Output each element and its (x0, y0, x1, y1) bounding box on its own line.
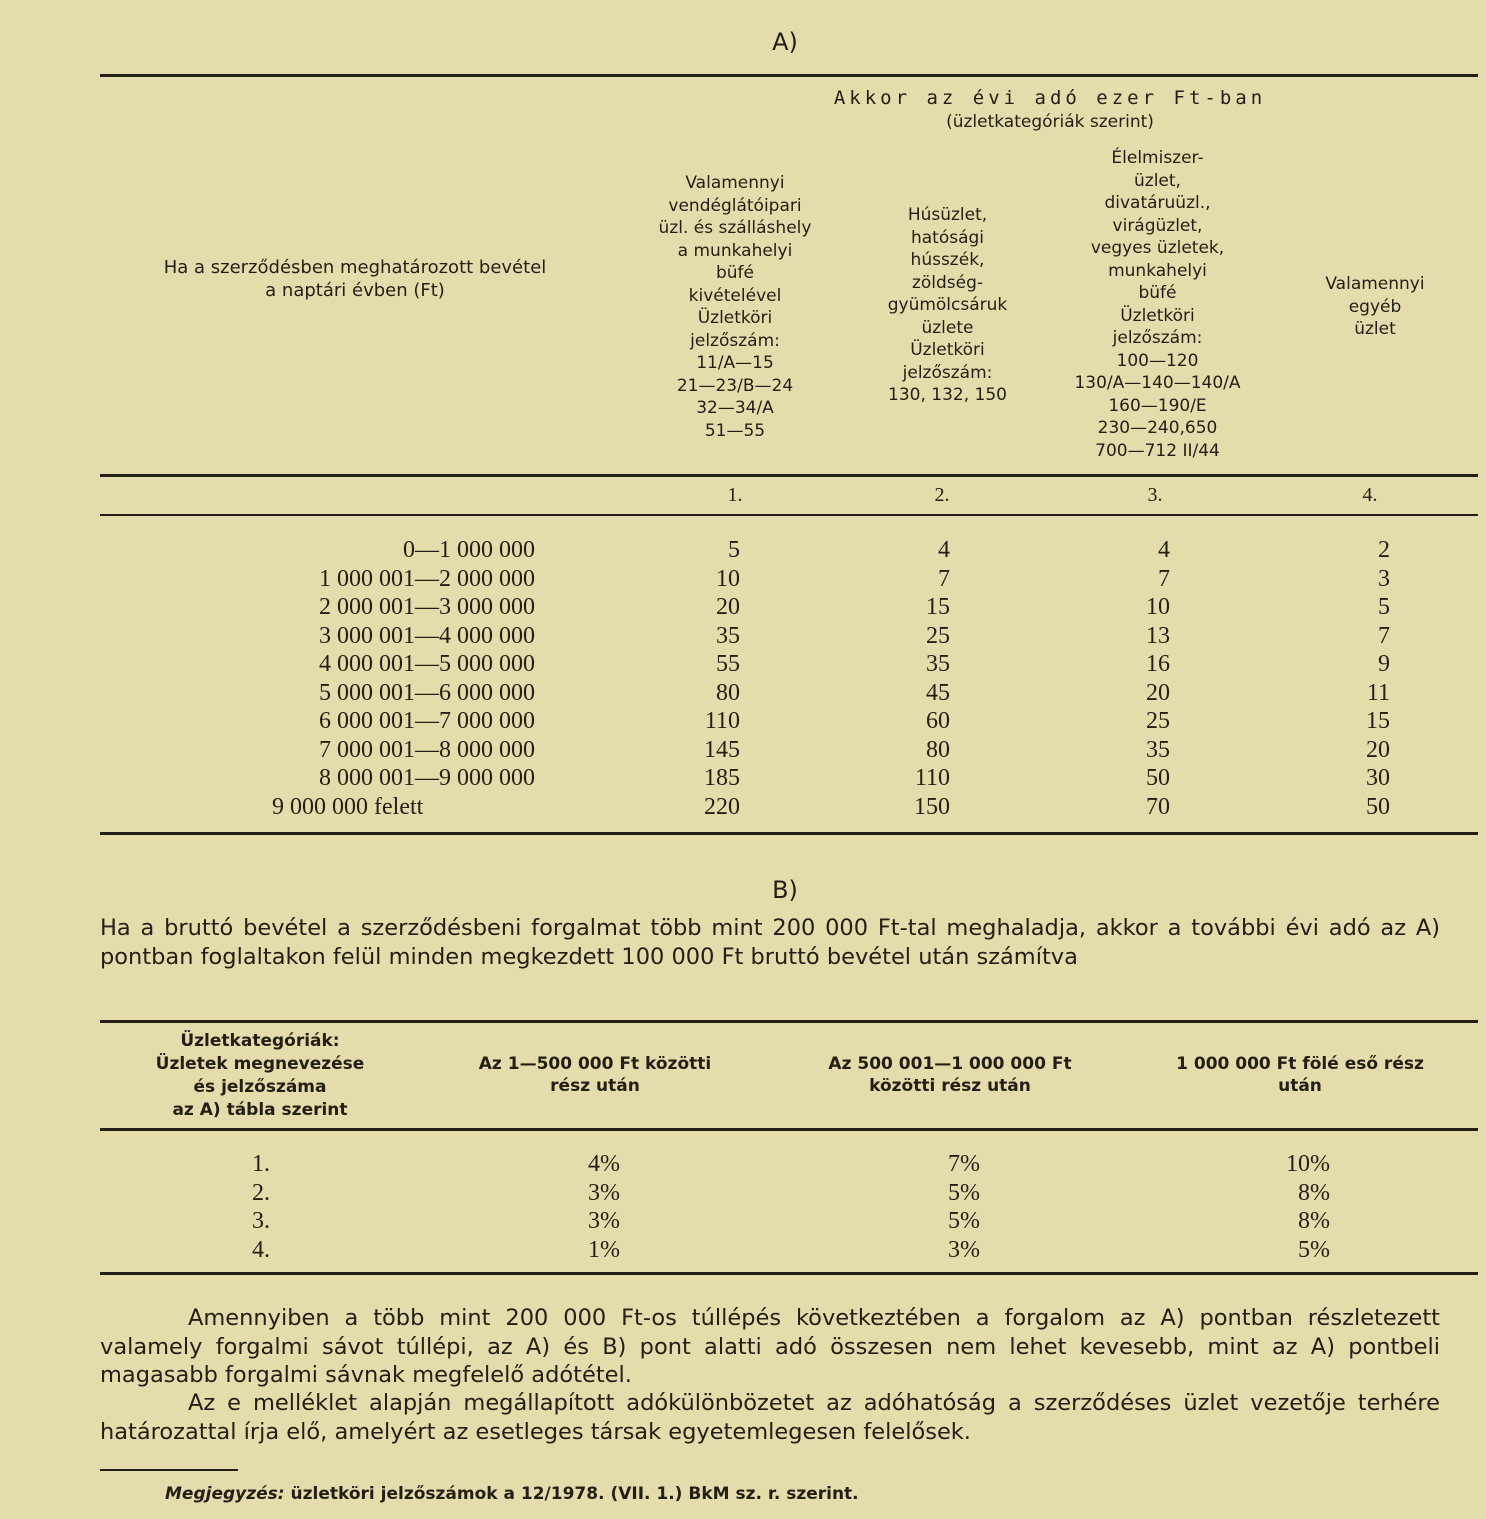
table-a-col1-number: 1. (727, 484, 743, 506)
table-a-col4-header: Valamennyi egyéb üzlet (1325, 274, 1425, 339)
table-b-col3-values: 10% 8% 8% 5% (1286, 1151, 1330, 1263)
table-a-range: 1 000 001—2 000 000 (319, 565, 535, 592)
table-a-top-rule (100, 74, 1478, 77)
table-a-range: 8 000 001—9 000 000 (319, 765, 535, 791)
table-a-col3-number: 3. (1147, 484, 1163, 506)
table-a-range: 7 000 001—8 000 000 (319, 736, 535, 763)
table-a-col2-header: Húsüzlet, hatósági hússzék, zöldség- gyümölcsáruk üzlete Üzletköri jelzőszám: 130, 132, 150 (887, 205, 1008, 405)
table-a-col2-number: 2. (934, 484, 950, 506)
table-a-spanning-header: Akkor az évi adó ezer Ft-ban (833, 87, 1267, 109)
table-b-bottom-rule (100, 1272, 1478, 1275)
table-a-col1-header: Valamennyi vendéglátóipari üzl. és szálláshely a munkahelyi büfé kivételével Üzletköri jelzőszám: 11/A—15 21—23/B—24 32—34/A 51—55 (658, 173, 812, 441)
table-a-range: 6 000 001—7 000 000 (319, 708, 535, 734)
table-b-col1-header: Az 1—500 000 Ft közötti rész után (478, 1054, 712, 1096)
table-b-col2-values: 7% 5% 5% 3% (948, 1151, 980, 1263)
table-a-col4-number: 4. (1362, 484, 1378, 506)
table-a-range-column (150, 536, 535, 821)
section-b-intro: Ha a bruttó bevétel a szerződésbeni forgalmat több mint 200 000 Ft-tal meghaladja, akkor a további évi adó az A) pontban foglaltakon felül minden megkezdett 100 000 Ft bruttó bevétel után számítva (100, 915, 1440, 970)
table-b-col3-header: 1 000 000 Ft fölé eső rész után (1176, 1054, 1424, 1096)
table-a-bottom-rule (100, 832, 1478, 835)
table-a-row-header: Ha a szerződésben meghatározott bevétel a naptári évben (Ft) (163, 257, 547, 301)
table-b-category-header: Üzletkategóriák: Üzletek megnevezése és jelzőszáma az A) tábla szerint (155, 1031, 365, 1120)
table-a-range: 4 000 001—5 000 000 (319, 651, 535, 677)
footnote (165, 1484, 859, 1504)
table-a-col3-values: 4 7 10 13 16 20 25 35 50 70 (1146, 537, 1170, 820)
section-a-heading: A) (772, 28, 798, 56)
closing-paragraph-1: Amennyiben a több mint 200 000 Ft-os túllépés következtében a forgalom az A) pontban részletezett valamely forgalmi sávot túllépi, az A) és B) pont alatti adó összesen nem lehet kevesebb, mint az A) pontbeli magasabb forgalmi sávnak megfelelő adótétel. (100, 1305, 1440, 1388)
table-b-header-rule (100, 1128, 1478, 1131)
table-a-range: 3 000 001—4 000 000 (319, 622, 535, 649)
table-a-range: 9 000 000 felett (272, 793, 424, 820)
table-b-col1-values: 4% 3% 3% 1% (588, 1151, 620, 1263)
table-a-col4-values: 2 3 5 7 9 11 15 20 30 50 (1366, 537, 1390, 820)
section-b-heading: B) (772, 876, 798, 904)
table-a-spanning-subheader: (üzletkategóriák szerint) (946, 112, 1154, 132)
table-a-header-rule (100, 474, 1478, 477)
table-a-col3-header: Élelmiszer- üzlet, divatáruüzl., virágüzlet, vegyes üzletek, munkahelyi büfé Üzletköri jelzőszám: 100—120 130/A—140—140/A 160—190/E 230—240,650 700—712 II/44 (1074, 148, 1241, 461)
table-a-range: 0—1 000 000 (403, 537, 535, 563)
table-a-col1-values: 5 10 20 35 55 80 110 145 185 220 (704, 537, 740, 820)
table-b-category-column: 1. 2. 3. 4. (252, 1151, 270, 1263)
table-a-range: 5 000 001—6 000 000 (319, 679, 535, 706)
table-a-number-rule (100, 514, 1478, 516)
closing-paragraph-2: Az e melléklet alapján megállapított adókülönbözetet az adóhatóság a szerződéses üzlet vezetője terhére határozattal írja elő, amelyért az esetleges társak egyetemlegesen felelősek. (100, 1390, 1440, 1445)
table-a-col2-values: 4 7 15 25 35 45 60 80 110 150 (914, 537, 950, 820)
table-b-col2-header: Az 500 001—1 000 000 Ft közötti rész után (828, 1054, 1072, 1096)
footnote-text: üzletköri jelzőszámok a 12/1978. (VII. 1.) BkM sz. r. szerint. (290, 1484, 859, 1504)
footnote-label: Megjegyzés: (165, 1484, 285, 1504)
footnote-rule (100, 1469, 238, 1471)
table-b-top-rule (100, 1020, 1478, 1023)
table-a-range: 2 000 001—3 000 000 (319, 594, 535, 620)
